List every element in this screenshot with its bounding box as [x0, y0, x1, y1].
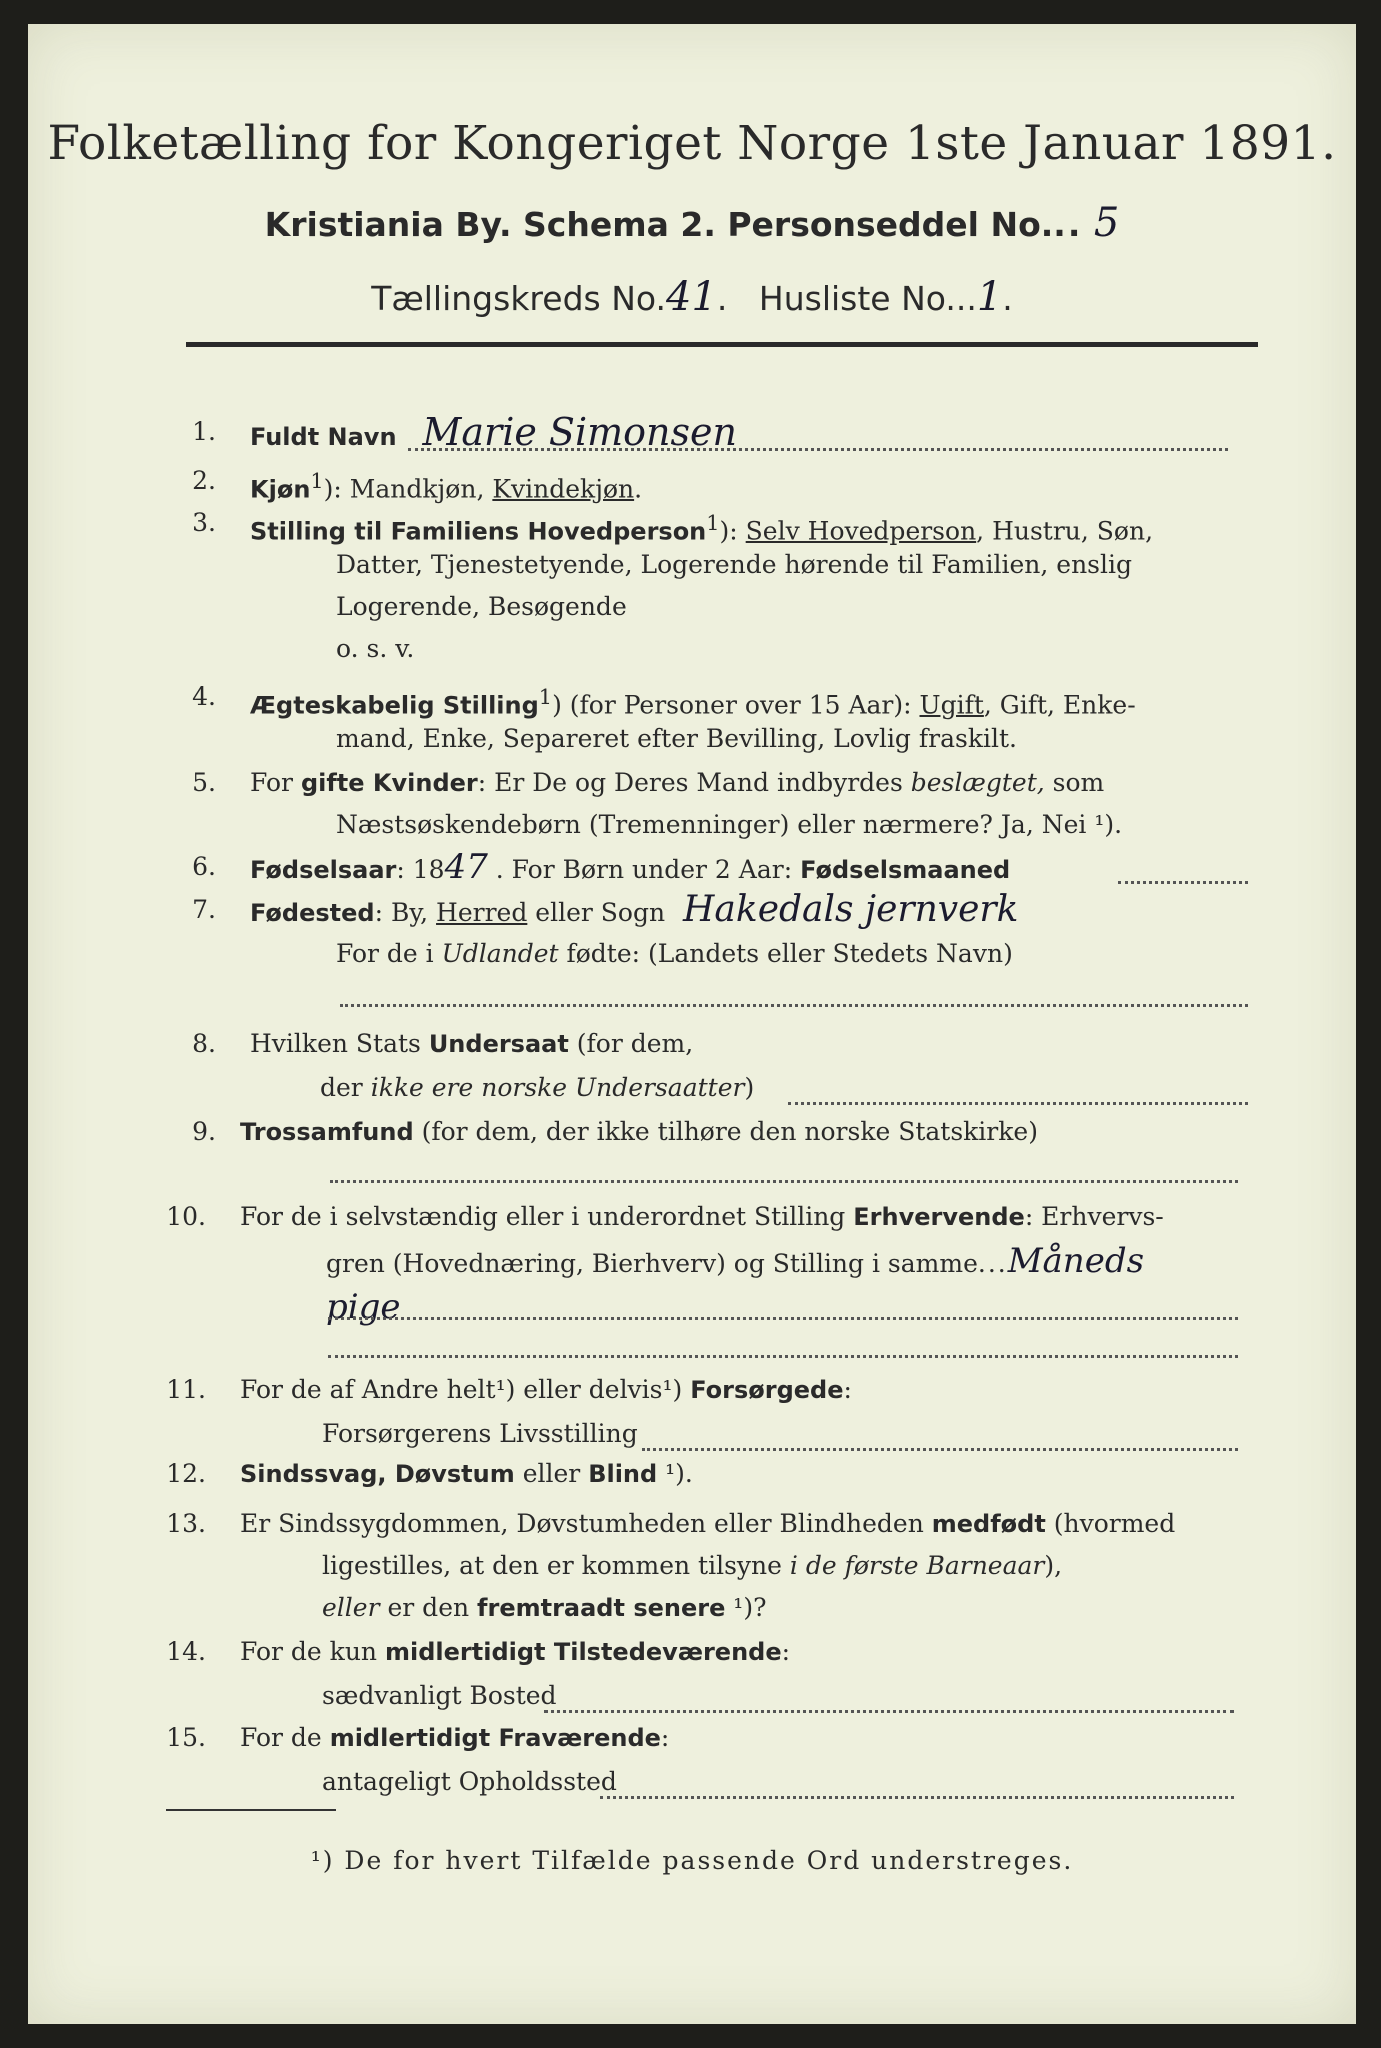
field-text-line2: sædvanligt Bosted: [322, 1681, 557, 1710]
field-number: 11.: [166, 1375, 206, 1404]
field-number: 7.: [192, 895, 216, 924]
field-text: : Erhvervs-: [1024, 1202, 1164, 1231]
field-text: ): [744, 1073, 755, 1102]
field-label: midlertidigt Fraværende: [329, 1724, 661, 1752]
field-text: :: [843, 1375, 852, 1404]
husliste-label: Husliste No.: [758, 279, 956, 318]
field-text: : By,: [374, 898, 437, 927]
field-italic: ikke ere norske Undersaatter: [370, 1073, 745, 1102]
field-number: 10.: [166, 1202, 206, 1231]
field-text: ): Mandkjøn,: [323, 474, 493, 504]
field-text-line2: Næstsøskendebørn (Tremenninger) eller nærmere? Ja, Nei ¹).: [336, 810, 1123, 839]
field-text: ),: [1044, 1551, 1063, 1580]
field-number: 5.: [192, 768, 216, 797]
field-number: 1.: [192, 417, 216, 446]
field-number: 9.: [192, 1117, 216, 1146]
field-italic: beslægtet,: [910, 768, 1045, 797]
field-text: For de i selvstændig eller i underordnet Stilling: [240, 1202, 854, 1231]
field-text: :: [781, 1637, 791, 1666]
field-text-line2: Forsørgerens Livsstilling: [322, 1419, 638, 1448]
field-italic: i de første Barneaar: [789, 1551, 1045, 1580]
field-number: 3.: [192, 508, 216, 537]
field-text: :: [660, 1723, 670, 1752]
field-text: fødte: (Landets eller Stedets Navn): [558, 939, 1013, 968]
field-label: Erhvervende: [853, 1203, 1025, 1231]
field-number: 13.: [166, 1509, 206, 1538]
field-text-line2: gren (Hovednæring, Bierhverv) og Stilling i samme: [326, 1249, 978, 1278]
field-text: For de kun: [240, 1637, 385, 1666]
field-text: eller: [514, 1459, 589, 1488]
field-text: ):: [719, 516, 746, 546]
full-name-value: Marie Simonsen: [422, 410, 737, 454]
field-text: . For Børn under 2 Aar:: [487, 855, 801, 884]
kreds-label: Tællingskreds No.: [371, 279, 666, 318]
field-text-end: ¹).: [657, 1459, 693, 1488]
field-label: Forsørgede: [690, 1376, 844, 1404]
field-text: er den: [379, 1593, 478, 1622]
kreds-number: 41: [666, 274, 717, 320]
field-text-line2: mand, Enke, Separeret efter Bevilling, Lovlig fraskilt.: [336, 724, 1017, 753]
field-text: som: [1044, 768, 1105, 797]
field-label: Ægteskabelig Stilling: [250, 691, 539, 720]
field-text: , Gift, Enke-: [983, 690, 1136, 720]
kreds-line: Tællingskreds No.41. Husliste No...1.: [371, 274, 1013, 320]
field-text: For: [250, 768, 301, 797]
footnote-rule: [166, 1809, 336, 1811]
field-number: 14.: [166, 1637, 206, 1666]
form-title: Folketælling for Kongeriget Norge 1ste Januar 1891.: [47, 116, 1337, 171]
subtitle-text: Kristiania By. Schema 2. Personseddel No.: [264, 205, 1054, 244]
field-text: : 18: [396, 855, 445, 884]
fill-line: [600, 1796, 1234, 1799]
underlined-option: Herred: [436, 898, 528, 927]
fill-line: [330, 1180, 1238, 1183]
field-label: Fødested: [250, 899, 375, 927]
field-number: 2.: [192, 466, 216, 495]
field-text: For de af Andre helt¹) eller delvis¹): [240, 1375, 691, 1404]
field-label: Trossamfund: [240, 1118, 414, 1146]
field-text: For de i: [336, 939, 442, 968]
occupation-value: Måneds: [1007, 1241, 1145, 1281]
fill-line: [328, 1355, 1238, 1358]
underlined-option: Ugift: [919, 690, 984, 720]
field-italic: eller: [322, 1593, 380, 1622]
fill-line: [788, 1102, 1248, 1105]
fill-line: [642, 1448, 1238, 1451]
field-number: 12.: [166, 1459, 206, 1488]
census-form: Folketælling for Kongeriget Norge 1ste Januar 1891. Kristiania By. Schema 2. Personseddel No... 5 Tællingskreds No.41. Husliste No...1. 1. Fuldt Navn Marie Simonsen 2. Kjøn$^1$): Mandkjøn, Kvindekjøn. 3. Stilling til Familiens Hovedperson$^1$): Selv Hovedperson, Hustru, Søn, Datter, Tjenestetyende, Logerende hørende til Familien, enslig Logerende, Besøgende o. s. v. 4. Ægteskabelig Stilling$^1$) (for Personer over 15 Aar): Ugift, Gift, Enke- mand, Enke, Separeret efter Bevilling, Lovlig fraskilt. 5. For gifte Kvinder: Er De og Deres Mand indbyrdes beslægtet, som Næstsøskendebørn (Tremenninger) eller nærmere? Ja, Nei ¹). 6. Fødselsaar: 1847 . For Børn under 2 Aar: Fødselsmaaned 7. Fødested: By, Herred eller Sogn Hakedals jernverk For de i Udlandet fødte: (Landets eller Stedets Navn) 8. Hvilken Stats Undersaat (for dem, der ikke ere norske Undersaatter) 9. Trossamfund (for dem, der ikke tilhøre den norske Statskirke) 10. For de i selvstændig eller i underordnet Stilling Erhvervende: Erhvervs- gren (Hovednæring, Bierhverv) og Stilling i samme...Måneds pige 11. For de af Andre helt¹) eller delvis¹) Forsørgede: Forsørgerens Livsstilling 12. Sindssvag, Døvstum eller Blind ¹). 13. Er Sindssygdommen, Døvstumheden eller Blindheden medfødt (hvormed ligestilles, at den er kommen tilsyne i de første Barneaar), eller er den fremtraadt senere ¹)? 14. For de kun midlertidigt Tilstedeværende: sædvanligt Bosted 15. For de midlertidigt Fraværende: antageligt Opholdssted ¹) De for hvert Tilfælde passende Ord understreges.: [28, 24, 1356, 2024]
field-number: 15.: [166, 1723, 206, 1752]
underlined-option: Kvindekjøn: [492, 474, 635, 504]
footnote-mark: 1: [310, 469, 324, 493]
field-label: Fuldt Navn: [250, 423, 397, 451]
field-text: ) (for Personer over 15 Aar):: [552, 690, 920, 720]
field-number: 6.: [192, 852, 216, 881]
field-text: ¹)?: [725, 1593, 767, 1622]
birthplace-value: Hakedals jernverk: [683, 889, 1019, 930]
fill-line: [544, 1710, 1234, 1713]
form-subtitle: Kristiania By. Schema 2. Personseddel No... 5: [264, 200, 1120, 246]
field-text: , Hustru, Søn,: [976, 516, 1154, 546]
footnote-mark: 1: [706, 511, 720, 535]
field-number: 8.: [192, 1029, 216, 1058]
field-text: (for dem, der ikke tilhøre den norske Statskirke): [413, 1117, 1038, 1146]
field-text-line2: Datter, Tjenestetyende, Logerende hørende til Familien, enslig: [336, 550, 1133, 579]
field-label: Blind: [588, 1460, 658, 1488]
field-italic: Udlandet: [441, 939, 559, 968]
fill-line: [1118, 881, 1248, 884]
field-label: Fødselsaar: [250, 856, 397, 884]
field-text: Hvilken Stats: [250, 1029, 429, 1058]
footnote-mark: 1: [538, 685, 553, 709]
field-label: midlertidigt Tilstedeværende: [384, 1638, 782, 1666]
occupation-value-cont: pige: [326, 1287, 401, 1327]
field-text: (for dem,: [568, 1029, 694, 1058]
field-number: 4.: [192, 682, 216, 711]
field-label: Undersaat: [428, 1030, 569, 1058]
fill-line: [328, 1317, 1238, 1320]
underlined-option: Selv Hovedperson: [745, 516, 977, 546]
field-text: (hvormed: [1045, 1509, 1176, 1538]
field-text-line2: antageligt Opholdssted: [322, 1767, 617, 1796]
field-text-line3: Logerende, Besøgende: [336, 592, 627, 621]
field-text: ligestilles, at den er kommen tilsyne: [322, 1551, 790, 1580]
personseddel-number: 5: [1093, 200, 1120, 246]
footnote: ¹) De for hvert Tilfælde passende Ord understreges.: [310, 1846, 1074, 1875]
field-label: medfødt: [931, 1510, 1046, 1538]
field-label: gifte Kvinder: [300, 769, 478, 797]
field-label: Fødselsmaaned: [800, 856, 1011, 884]
field-text-end: .: [634, 474, 643, 504]
field-text: der: [320, 1073, 371, 1102]
husliste-number: 1: [976, 274, 1003, 320]
field-text: : Er De og Deres Mand indbyrdes: [477, 768, 911, 797]
field-label: Sindssvag, Døvstum: [240, 1460, 515, 1488]
field-text: eller Sogn: [527, 898, 666, 927]
field-text: Er Sindssygdommen, Døvstumheden eller Blindheden: [240, 1509, 932, 1538]
field-label: Stilling til Familiens Hovedperson: [250, 517, 707, 546]
birth-year-value: 47: [444, 847, 488, 887]
header-rule: [186, 342, 1258, 347]
field-label: fremtraadt senere: [477, 1594, 726, 1622]
fill-line: [340, 1004, 1248, 1007]
field-text-line4: o. s. v.: [336, 634, 415, 663]
field-text: For de: [240, 1723, 330, 1752]
field-label: Kjøn: [250, 475, 311, 504]
fill-line: [408, 448, 1228, 451]
